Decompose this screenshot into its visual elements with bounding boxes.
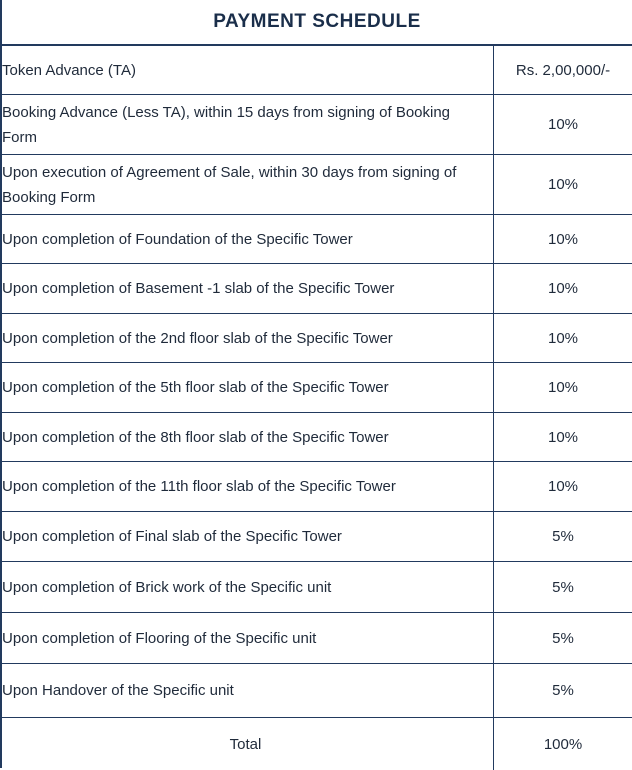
row-value: 5% — [552, 578, 574, 596]
table-row — [2, 613, 632, 664]
row-description: Upon completion of the 5th floor slab of the Specific Tower — [2, 363, 494, 412]
total-label: Total — [2, 718, 494, 770]
table-row — [2, 413, 632, 462]
row-description: Upon Handover of the Specific unit — [2, 664, 494, 717]
row-value: 10% — [547, 329, 579, 347]
table-row — [2, 314, 632, 363]
table-row — [2, 462, 632, 512]
table-row — [2, 155, 632, 215]
table-row — [2, 562, 632, 613]
table-row — [2, 95, 632, 155]
row-description: Upon completion of the 11th floor slab of the Specific Tower — [2, 462, 494, 511]
table-row — [2, 264, 632, 314]
row-value: 10% — [547, 379, 579, 396]
row-value: 10% — [547, 116, 579, 133]
table-title: PAYMENT SCHEDULE — [2, 0, 632, 46]
row-value: 10% — [547, 428, 579, 446]
table-row — [2, 46, 632, 95]
row-description: Upon execution of Agreement of Sale, within 30 days from signing of Booking Form — [2, 155, 494, 214]
row-value: 10% — [547, 280, 579, 297]
row-description: Upon completion of Final slab of the Specific Tower — [2, 512, 494, 561]
row-description: Token Advance (TA) — [2, 46, 494, 94]
table-row — [2, 363, 632, 413]
row-description: Upon completion of the 8th floor slab of the Specific Tower — [2, 413, 494, 461]
row-description: Upon completion of Basement -1 slab of the Specific Tower — [2, 264, 494, 313]
table-row — [2, 215, 632, 264]
row-value: 10% — [547, 478, 579, 495]
row-value: 5% — [552, 629, 574, 647]
table-row — [2, 664, 632, 718]
row-value: 5% — [552, 528, 574, 545]
row-description: Upon completion of the 2nd floor slab of the Specific Tower — [2, 314, 494, 362]
total-value: 100% — [543, 735, 583, 753]
total-row — [2, 718, 632, 770]
row-value: Rs. 2,00,000/- — [515, 61, 611, 79]
row-description: Booking Advance (Less TA), within 15 days from signing of Booking Form — [2, 95, 494, 154]
row-value: 5% — [552, 682, 574, 699]
row-value: 10% — [547, 176, 579, 193]
row-value: 10% — [547, 230, 579, 248]
row-description: Upon completion of Flooring of the Specific unit — [2, 613, 494, 663]
table-row — [2, 512, 632, 562]
row-description: Upon completion of Foundation of the Specific Tower — [2, 215, 494, 263]
row-description: Upon completion of Brick work of the Specific unit — [2, 562, 494, 612]
